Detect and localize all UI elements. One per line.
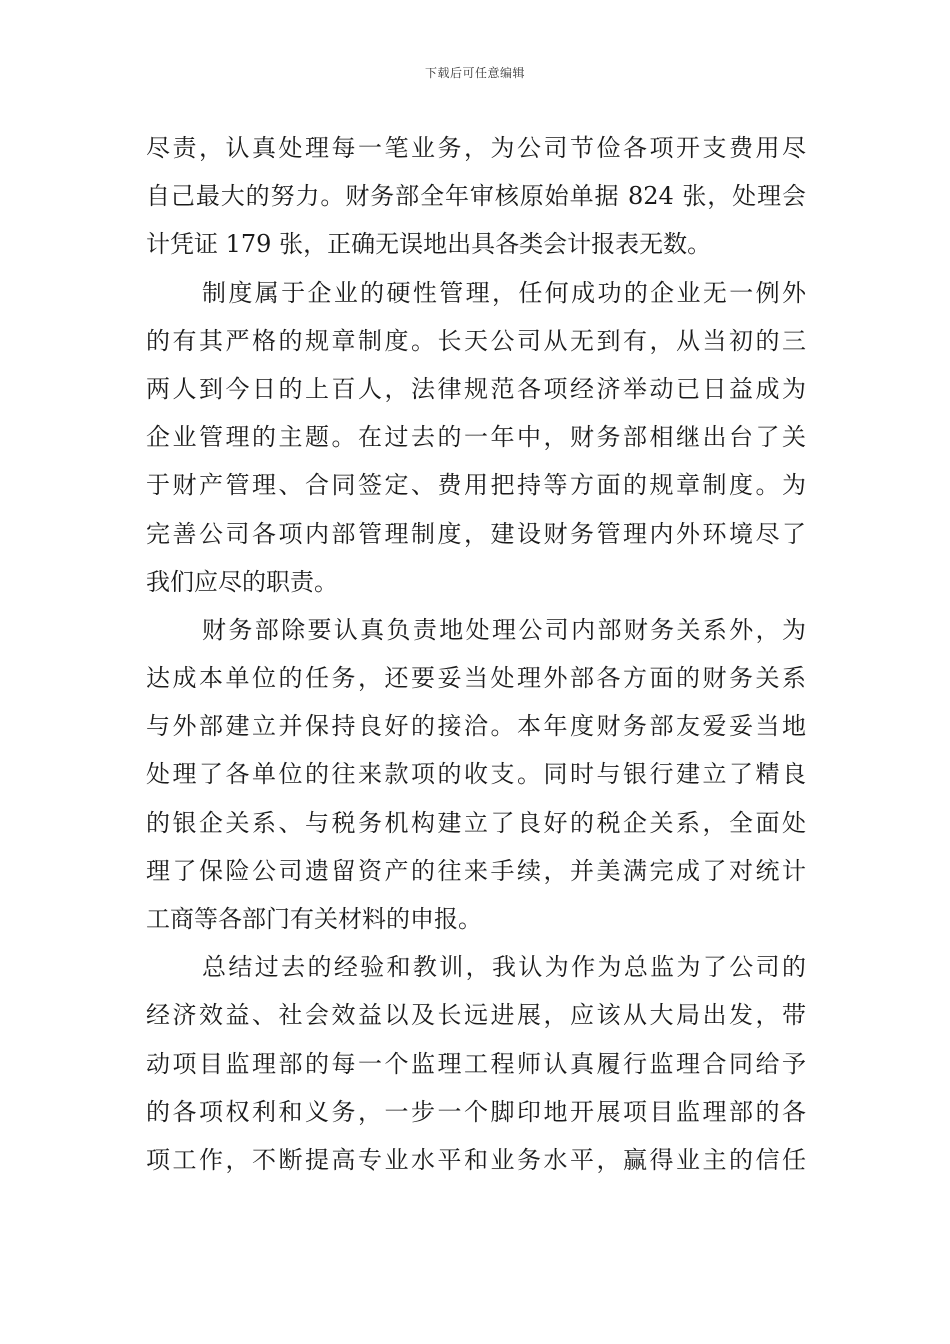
document-body (146, 124, 806, 1184)
text-line: 总结过去的经验和教训，我认为作为总监为了公司的 (202, 953, 806, 982)
text-line: 经济效益、社会效益以及长远进展，应该从大局出发，带 (146, 1001, 806, 1030)
text-line: 两人到今日的上百人，法律规范各项经济举动已日益成为 (146, 374, 806, 403)
text-line: 处理了各单位的往来款项的收支。同时与银行建立了精良 (146, 760, 806, 789)
text-line: 计凭证 179 张，正确无误地出具各类会计报表无数。 (146, 230, 712, 259)
text-line: 项工作，不断提高专业水平和业务水平，赢得业主的信任 (146, 1145, 806, 1174)
text-line: 理了保险公司遗留资产的往来手续，并美满完成了对统计 (146, 856, 806, 885)
text-line: 工商等各部门有关材料的申报。 (146, 905, 482, 933)
text-line: 完善公司各项内部管理制度，建设财务管理内外环境尽了 (146, 519, 806, 548)
text-line: 于财产管理、合同签定、费用把持等方面的规章制度。为 (146, 471, 806, 500)
page-header-note: 下载后可任意编辑 (424, 66, 525, 80)
paragraph-3 (146, 606, 806, 943)
text-line: 企业管理的主题。在过去的一年中，财务部相继出台了关 (146, 423, 806, 452)
text-line: 自己最大的努力。财务部全年审核原始单据 824 张，处理会 (146, 182, 806, 211)
text-line: 尽责，认真处理每一笔业务，为公司节俭各项开支费用尽 (146, 134, 806, 162)
text-line: 的各项权利和义务，一步一个脚印地开展项目监理部的各 (146, 1097, 806, 1126)
text-line: 我们应尽的职责。 (146, 567, 338, 596)
text-line: 达成本单位的任务，还要妥当处理外部各方面的财务关系 (146, 664, 806, 693)
paragraph-1 (146, 124, 806, 269)
text-line: 动项目监理部的每一个监理工程师认真履行监理合同给予 (146, 1049, 806, 1078)
text-line: 财务部除要认真负责地处理公司内部财务关系外，为 (202, 615, 806, 644)
text-line: 制度属于企业的硬性管理，任何成功的企业无一例外 (202, 278, 806, 307)
paragraph-2 (146, 269, 806, 606)
text-line: 与外部建立并保持良好的接洽。本年度财务部友爱妥当地 (146, 712, 806, 741)
text-line: 的银企关系、与税务机构建立了良好的税企关系，全面处 (146, 808, 806, 837)
text-line: 的有其严格的规章制度。长天公司从无到有，从当初的三 (146, 326, 806, 355)
paragraph-4 (146, 943, 806, 1184)
